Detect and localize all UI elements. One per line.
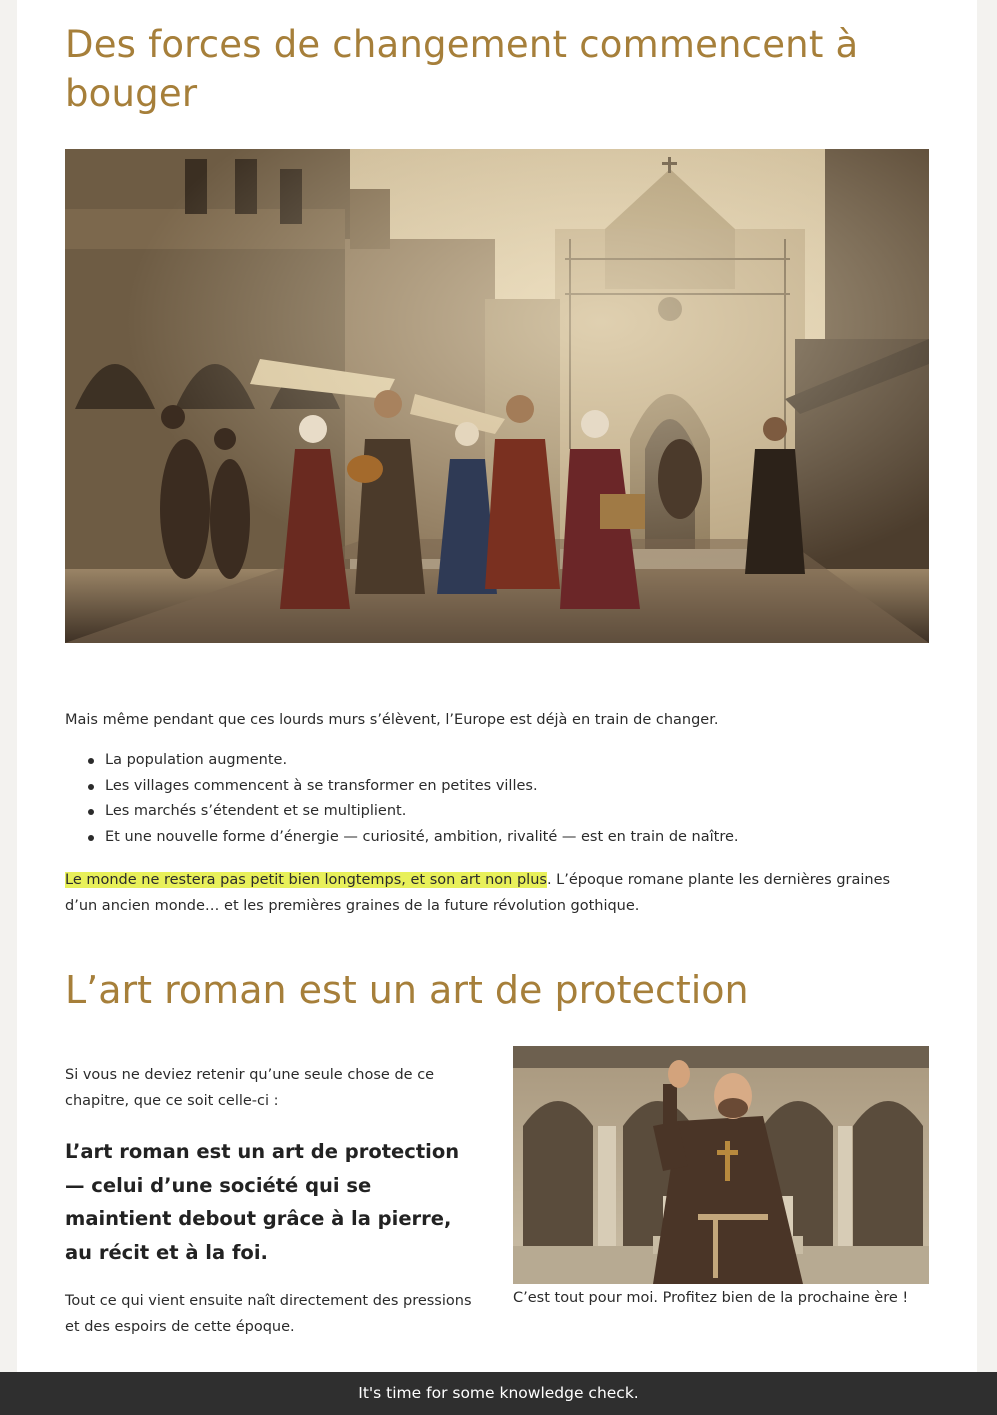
list-item: Les villages commencent à se transformer en petites villes.	[65, 774, 925, 800]
list-item: Les marchés s’étendent et se multiplient.	[65, 799, 925, 825]
section-title-protection: L’art roman est un art de protection	[65, 968, 749, 1012]
paragraph-continuation: . L’époque romane plante les dernières graines d’un ancien monde… et les premières graines de la future révolution gothique.	[65, 872, 891, 914]
list-item: Et une nouvelle forme d’énergie — curiosité, ambition, rivalité — est en train de naître.	[65, 825, 925, 851]
lesson-page	[17, 0, 977, 1372]
closing-paragraph: Tout ce qui vient ensuite naît directement des pressions et des espoirs de cette époque.	[65, 1293, 472, 1335]
highlighted-text: Le monde ne restera pas petit bien longtemps, et son art non plus	[65, 872, 547, 888]
knowledge-check-label[interactable]: It's time for some knowledge check.	[358, 1384, 639, 1402]
monk-cloister-image	[513, 1046, 929, 1284]
change-bullet-list	[65, 748, 925, 850]
highlight-paragraph	[65, 867, 925, 919]
medieval-market-image	[65, 149, 929, 643]
list-item: La population augmente.	[65, 748, 925, 774]
intro-paragraph: Mais même pendant que ces lourds murs s’élèvent, l’Europe est déjà en train de changer.	[65, 712, 719, 728]
key-takeaway-quote: L’art roman est un art de protection — celui d’une société qui se maintient debout grâce à la pierre, au récit et à la foi.	[65, 1140, 460, 1264]
image-caption: C’est tout pour moi. Profitez bien de la prochaine ère !	[513, 1290, 909, 1306]
section-title-forces: Des forces de changement commencent à bouger	[65, 23, 859, 115]
lead-paragraph: Si vous ne deviez retenir qu’une seule chose de ce chapitre, que ce soit celle-ci :	[65, 1067, 435, 1109]
knowledge-check-bar[interactable]	[0, 1372, 997, 1415]
